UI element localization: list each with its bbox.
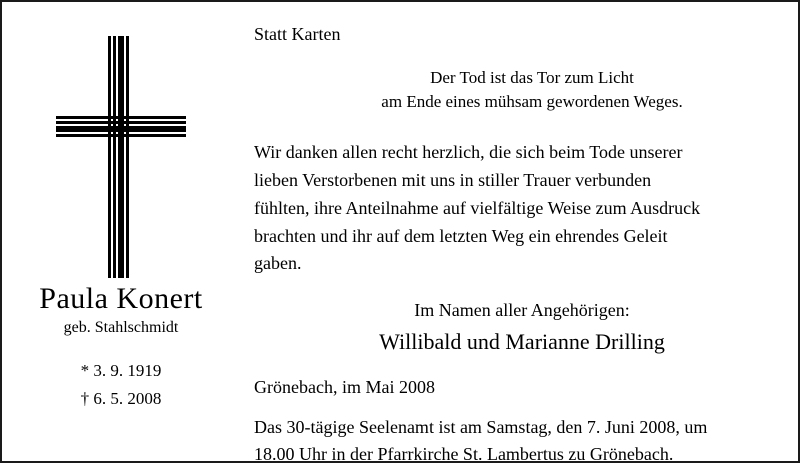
- right-column: [240, 2, 798, 465]
- place-and-date: Grönebach, im Mai 2008: [254, 377, 435, 398]
- deceased-name: Paula Konert: [39, 282, 203, 315]
- thanks-line: brachten und ihr auf dem letzten Weg ein ehrendes Geleit: [254, 225, 668, 246]
- service-line: Das 30-tägige Seelenamt ist am Samstag, den 7. Juni 2008, um: [254, 417, 708, 438]
- thanks-line: lieben Verstorbenen mit uns in stiller Trauer verbunden: [254, 169, 652, 190]
- thanks-paragraph: [254, 139, 770, 278]
- thanks-line: gaben.: [254, 253, 302, 274]
- verse-line: Der Tod ist das Tor zum Licht: [430, 67, 634, 87]
- family-names: Willibald und Marianne Drilling: [379, 329, 665, 355]
- in-name-of-line: Im Namen aller Angehörigen:: [414, 300, 630, 321]
- verse-block: [254, 66, 770, 115]
- birth-date: * 3. 9. 1919: [80, 361, 162, 380]
- left-column: [2, 2, 240, 461]
- service-line: 18.00 Uhr in der Pfarrkirche St. Lambertus zu Grönebach.: [254, 444, 674, 465]
- thanks-line: Wir danken allen recht herzlich, die sich beim Tode unserer: [254, 141, 683, 162]
- life-dates: [81, 357, 162, 413]
- latin-cross-icon: [46, 28, 196, 278]
- death-date: † 6. 5. 2008: [80, 389, 162, 409]
- thanks-line: fühlten, ihre Anteilnahme auf vielfältige Weise zum Ausdruck: [254, 197, 701, 218]
- maiden-name: geb. Stahlschmidt: [63, 319, 179, 336]
- verse-line: am Ende eines mühsam gewordenen Weges.: [381, 92, 683, 112]
- cross-symbol-wrapper: [46, 28, 196, 278]
- memorial-service-info: [254, 414, 770, 468]
- heading-statt-karten: Statt Karten: [254, 24, 341, 44]
